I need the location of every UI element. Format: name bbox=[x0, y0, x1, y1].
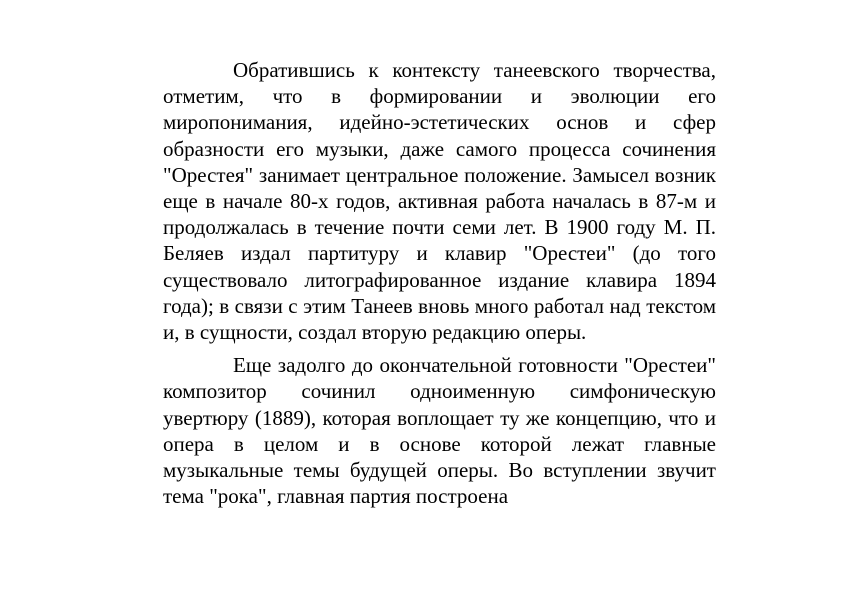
paragraph: Еще задолго до окончательной готовности "Орестеи" композитор сочинил одноименную симфоническую увертюру (1889), которая воплощает ту же концепцию, что и опера в целом и в основе которой лежат главные музыкальные темы будущей оперы. Во вступлении звучит тема "рока", главная партия построена bbox=[163, 353, 716, 509]
paragraph: Обратившись к контексту танеевского творчества, отметим, что в формировании и эволюции его миропонимания, идейно-эстетических основ и сфер образности его музыки, даже самого процесса сочинения "Орестея" занимает центральное положение. Замысел возник еще в начале 80-х годов, активная работа началась в 87-м и продолжалась в течение почти семи лет. В 1900 году М. П. Беляев издал партитуру и клавир "Орестеи" (до того существовало литографированное издание клавира 1894 года); в связи с этим Танеев вновь много работал над текстом и, в сущности, создал вторую редакцию оперы. bbox=[163, 58, 716, 345]
body-text bbox=[163, 57, 716, 509]
